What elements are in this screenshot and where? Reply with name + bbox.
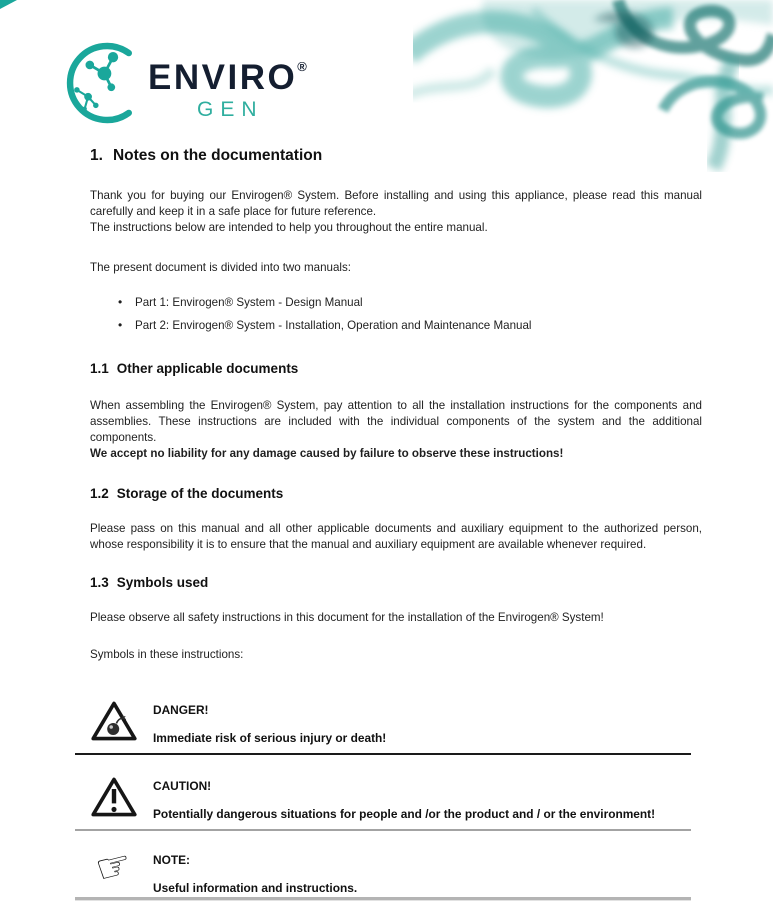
caution-symbol-row [75, 775, 691, 822]
note-symbol-row [75, 840, 691, 896]
manuals-intro-line: The present document is divided into two manuals: [90, 261, 352, 274]
envirogen-logo [64, 36, 384, 136]
manuals-bullet-list [90, 291, 702, 337]
danger-description: Immediate risk of serious injury or death! [153, 731, 387, 745]
danger-symbol-row [75, 699, 691, 746]
section-1-1-paragraph: When assembling the Envirogen® System, pay attention to all the installation instructions for the components and assemblies. These instructions are included with the individual components of the system and the additional components. [90, 399, 702, 444]
separator-after-note [75, 897, 691, 901]
registered-mark: ® [297, 59, 307, 74]
intro-paragraph-2: The instructions below are intended to help you throughout the entire manual. [90, 221, 488, 234]
intro-paragraphs [90, 188, 702, 236]
heading-title: Notes on the documentation [112, 147, 323, 164]
bullet-item-part2: • Part 2: Envirogen® System - Installation, Operation and Maintenance Manual [90, 314, 702, 337]
corner-accent-shape [0, 0, 17, 9]
section-1-3-body: Please observe all safety instructions in this document for the installation of the Envirogen® System! [90, 611, 604, 624]
caution-exclamation-icon [90, 775, 138, 819]
note-title: NOTE: [153, 853, 190, 867]
section-1-1-body [90, 398, 702, 462]
smoke-graphic [413, 0, 773, 172]
heading-storage-of-documents: 1.2 Storage of the documents [90, 486, 284, 501]
heading-symbols-used: 1.3 Symbols used [90, 575, 209, 590]
brand-name: ENVIRO [148, 58, 298, 97]
caution-description: Potentially dangerous situations for people and /or the product and / or the environment! [153, 807, 656, 821]
symbols-intro-line: Symbols in these instructions: [90, 648, 244, 661]
note-pointing-hand-icon: ☞ [91, 840, 137, 894]
molecule-ring-icon [64, 40, 150, 126]
caution-title: CAUTION! [153, 779, 212, 793]
heading-notes-on-documentation [90, 147, 322, 165]
separator-after-caution [75, 829, 691, 831]
danger-bomb-icon [90, 699, 138, 743]
danger-title: DANGER! [153, 703, 209, 717]
separator-after-danger [75, 753, 691, 755]
heading-other-applicable-documents: 1.1 Other applicable documents [90, 361, 299, 376]
intro-paragraph-1: Thank you for buying our Envirogen® System. Before installing and using this appliance, please read this manual carefully and keep it in a safe place for future reference. [90, 189, 702, 218]
bullet-item-part1: • Part 1: Envirogen® System - Design Manual [90, 291, 702, 314]
section-1-2-body: Please pass on this manual and all other applicable documents and auxiliary equipment to the authorized person, whose responsibility it is to ensure that the manual and auxiliary equipment are available whenever required. [90, 522, 702, 551]
brand-sub-wordmark: GEN [197, 98, 264, 121]
heading-number: 1. [90, 147, 103, 164]
liability-emphasis-line: We accept no liability for any damage caused by failure to observe these instructions! [90, 447, 564, 460]
note-description: Useful information and instructions. [153, 881, 358, 895]
brand-wordmark [148, 58, 307, 98]
